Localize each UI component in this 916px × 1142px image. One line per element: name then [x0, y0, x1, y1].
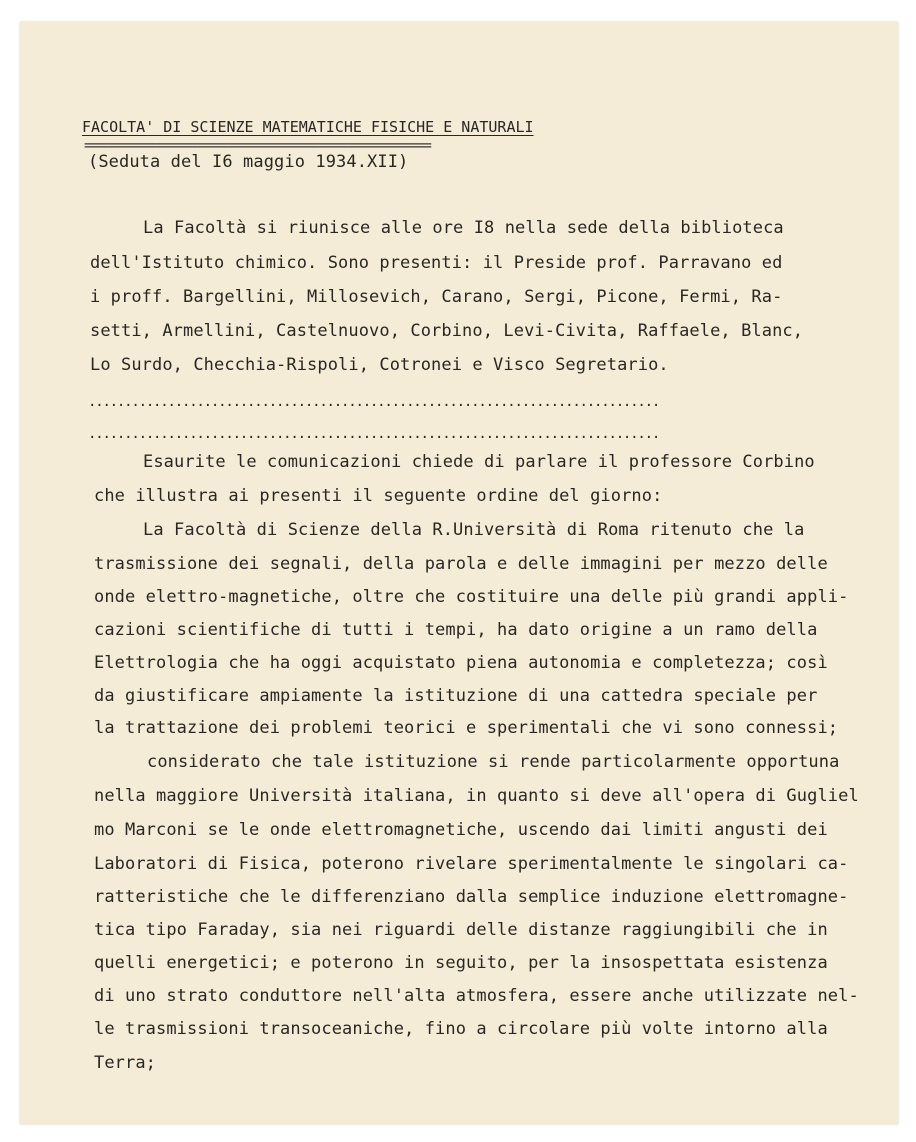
session-date: (Seduta del I6 maggio 1934.XII) — [88, 152, 409, 172]
paragraph-line: considerato che tale istituzione si rende particolarmente opportuna — [147, 752, 840, 772]
paragraph-line: onde elettro-magnetiche, oltre che costituire una delle più grandi appli- — [94, 587, 849, 607]
paragraph-line: le trasmissioni transoceaniche, fino a circolare più volte intorno alla — [94, 1019, 828, 1039]
paragraph-line: La Facoltà di Scienze della R.Università di Roma ritenuto che la — [143, 520, 805, 540]
paragraph-line: Lo Surdo, Checchia-Rispoli, Cotronei e Visco Segretario. — [90, 355, 669, 375]
paragraph-line: Laboratori di Fisica, poterono rivelare sperimentalmente le singolari ca- — [94, 854, 849, 874]
paragraph-line: Esaurite le comunicazioni chiede di parlare il professore Corbino — [143, 452, 815, 472]
omission-dots: ............................................................................... — [88, 426, 660, 442]
paragraph-line: da giustificare ampiamente la istituzione di una cattedra speciale per — [94, 686, 818, 706]
paragraph-line: tica tipo Faraday, sia nei riguardi delle distanze raggiungibili che in — [94, 920, 828, 940]
heading-double-rule: ============================================== — [84, 136, 431, 154]
paragraph-line: Elettrologia che ha oggi acquistato piena autonomia e completezza; così — [94, 653, 828, 673]
paragraph-line: la trattazione dei problemi teorici e sperimentali che vi sono connessi; — [94, 718, 839, 738]
omission-dots: ............................................................................... — [88, 394, 660, 410]
paragraph-line: Terra; — [94, 1053, 157, 1073]
paragraph-line: trasmissione dei segnali, della parola e delle immagini per mezzo delle — [94, 554, 828, 574]
paragraph-line: setti, Armellini, Castelnuovo, Corbino, Levi-Civita, Raffaele, Blanc, — [90, 321, 804, 341]
paragraph-line: i proff. Bargellini, Millosevich, Carano, Sergi, Picone, Fermi, Ra- — [90, 287, 783, 307]
faculty-heading: FACOLTA' DI SCIENZE MATEMATICHE FISICHE E NATURALI — [82, 118, 534, 136]
paragraph-line: dell'Istituto chimico. Sono presenti: il Preside prof. Parravano ed — [90, 253, 783, 273]
paragraph-line: nella maggiore Università italiana, in quanto si deve all'opera di Gugliel — [94, 786, 859, 806]
paragraph-line: cazioni scientifiche di tutti i tempi, ha dato origine a un ramo della — [94, 620, 818, 640]
paragraph-line: di uno strato conduttore nell'alta atmosfera, essere anche utilizzate nel- — [94, 986, 859, 1006]
paragraph-line: La Facoltà si riunisce alle ore I8 nella sede della biblioteca — [143, 218, 784, 238]
paragraph-line: mo Marconi se le onde elettromagnetiche, uscendo dai limiti angusti dei — [94, 820, 828, 840]
paragraph-line: che illustra ai presenti il seguente ordine del giorno: — [94, 486, 663, 506]
paragraph-line: quelli energetici; e poterono in seguito, per la insospettata esistenza — [94, 953, 828, 973]
paragraph-line: ratteristiche che le differenziano dalla semplice induzione elettromagne- — [94, 887, 849, 907]
